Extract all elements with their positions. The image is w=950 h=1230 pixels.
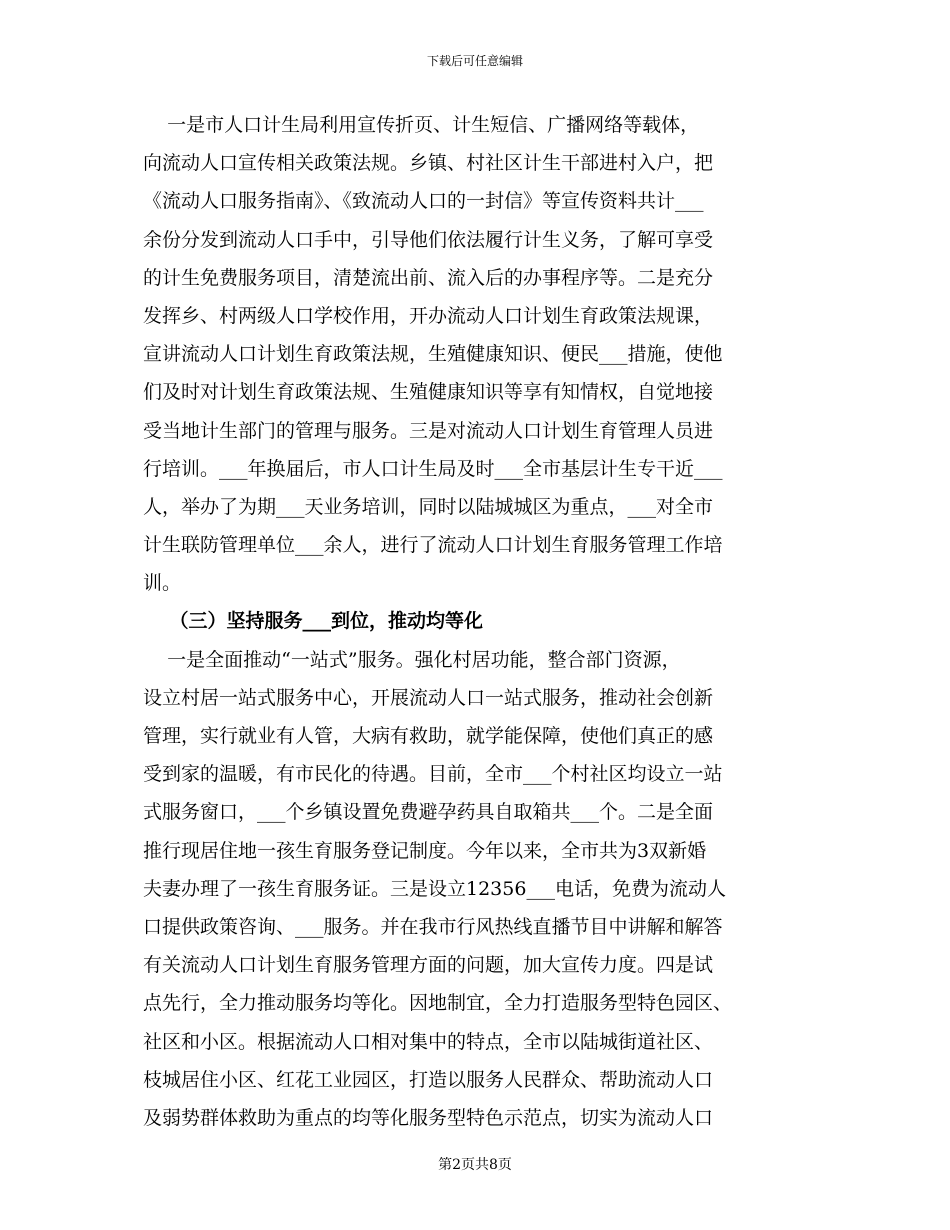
paragraph-line: 一是全面推动“一站式”服务。强化村居功能，整合部门资源，	[143, 648, 681, 671]
paragraph-line: 行培训。___年换届后，市人口计生局及时___全市基层计生专干近___	[143, 457, 723, 480]
paragraph-line: 式服务窗口，___个乡镇设置免费避孕药具自取箱共___个。二是全面	[143, 801, 714, 824]
paragraph-line: 枝城居住小区、红花工业园区，打造以服务人民群众、帮助流动人口	[143, 1068, 714, 1091]
paragraph-line: 推行现居住地一孩生育服务登记制度。今年以来，全市共为3双新婚	[143, 839, 707, 862]
paragraph-line: 口提供政策咨询、___服务。并在我市行风热线直播节目中讲解和解答	[143, 915, 723, 938]
paragraph-line: 及弱势群体救助为重点的均等化服务型特色示范点，切实为流动人口	[143, 1106, 714, 1129]
paragraph-line: 管理，实行就业有人管，大病有救助，就学能保障，使他们真正的感	[143, 725, 714, 747]
paragraph-line: 们及时对计划生育政策法规、生殖健康知识等享有知情权，自觉地接	[143, 381, 714, 404]
document-body	[143, 106, 805, 1137]
paragraph-line: 人，举办了为期___天业务培训，同时以陆城城区为重点，___对全市	[143, 495, 714, 518]
paragraph-line: 夫妻办理了一孩生育服务证。三是设立12356___电话，免费为流动人	[143, 877, 726, 900]
paragraph-line: 向流动人口宣传相关政策法规。乡镇、村社区计生干部进村入户，把	[143, 152, 714, 175]
paragraph-line: 余份分发到流动人口手中，引导他们依法履行计生义务，了解可享受	[143, 228, 714, 251]
page-number-footer: 第2页共8页	[438, 1157, 512, 1173]
paragraph-line: 一是市人口计生局利用宣传折页、计生短信、广播网络等载体，	[143, 114, 700, 136]
paragraph-line: 设立村居一站式服务中心，开展流动人口一站式服务，推动社会创新	[143, 686, 714, 709]
page-header-note: 下载后可任意编辑	[426, 54, 523, 68]
section-heading: （三）坚持服务___到位，推动均等化	[143, 610, 483, 633]
paragraph-line: 《流动人口服务指南》、《致流动人口的一封信》等宣传资料共计___	[143, 190, 704, 213]
paragraph-line: 受当地计生部门的管理与服务。三是对流动人口计划生育管理人员进	[143, 419, 714, 442]
paragraph-line: 的计生免费服务项目，清楚流出前、流入后的办事程序等。二是充分	[143, 266, 714, 289]
paragraph-line: 宣讲流动人口计划生育政策法规，生殖健康知识、便民___措施，使他	[143, 343, 723, 366]
paragraph-line: 训。	[143, 572, 182, 595]
paragraph-line: 受到家的温暖，有市民化的待遇。目前，全市___个村社区均设立一站	[143, 763, 723, 786]
paragraph-line: 点先行，全力推动服务均等化。因地制宜，全力打造服务型特色园区、	[143, 992, 733, 1015]
paragraph-line: 社区和小区。根据流动人口相对集中的特点，全市以陆城街道社区、	[143, 1030, 714, 1053]
paragraph-line: 有关流动人口计划生育服务管理方面的问题，加大宣传力度。四是试	[143, 954, 714, 977]
paragraph-line: 计生联防管理单位___余人，进行了流动人口计划生育服务管理工作培	[143, 534, 723, 557]
paragraph-line: 发挥乡、村两级人口学校作用，开办流动人口计划生育政策法规课，	[143, 304, 714, 327]
